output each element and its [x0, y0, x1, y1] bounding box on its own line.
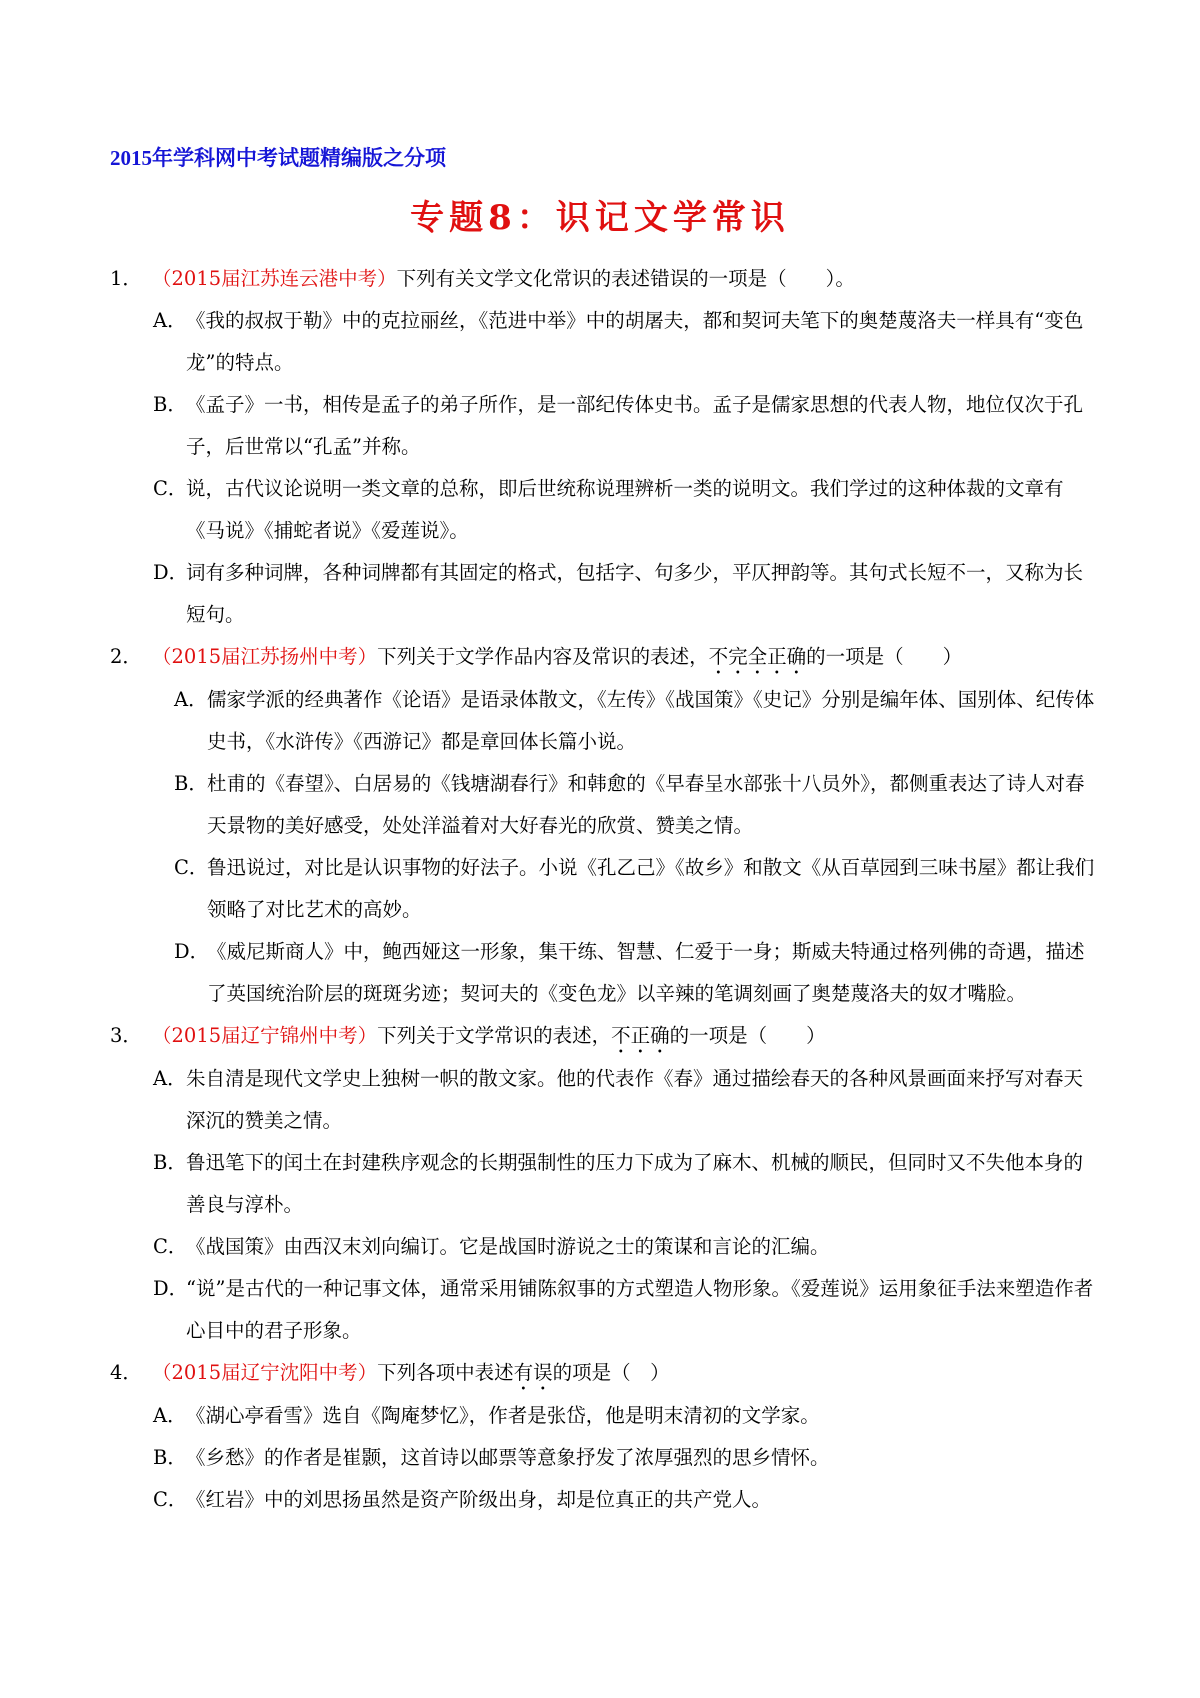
option-label: A． [153, 1067, 187, 1090]
option-c [0, 1479, 1200, 1521]
question-list [0, 258, 1200, 1521]
question-source: （2015届江苏连云港中考） [152, 267, 397, 290]
question-source: （2015届辽宁沈阳中考） [152, 1361, 378, 1384]
option-c [0, 847, 1200, 931]
option-a [0, 1058, 1200, 1142]
question-stem-end: 的项是（ ） [552, 1361, 670, 1384]
document-header: 2015年学科网中考试题精编版之分项 [110, 146, 446, 170]
option-label: C． [174, 856, 209, 879]
question-stem-end: 的一项是（ ） [669, 1024, 826, 1047]
emphasized-text: 不正确 [611, 1024, 670, 1047]
option-text: 《湖心亭看雪》选自《陶庵梦忆》，作者是张岱，他是明末清初的文学家。 [186, 1404, 820, 1427]
option-label: A． [153, 309, 187, 332]
option-text: 《红岩》中的刘思扬虽然是资产阶级出身，却是位真正的共产党人。 [186, 1488, 772, 1511]
question-number: 2． [110, 645, 142, 668]
option-label: D． [153, 561, 189, 584]
option-text: 朱自清是现代文学史上独树一帜的散文家。他的代表作《春》通过描绘春天的各种风景画面来抒写对春天深沉的赞美之情。 [186, 1067, 1084, 1132]
question-source: （2015届江苏扬州中考） [152, 645, 378, 668]
question-stem-end: 的一项是（ ） [806, 645, 963, 668]
question-stem: 下列各项中表述 [377, 1361, 514, 1384]
question-stem: 下列关于文学常识的表述， [377, 1024, 612, 1047]
option-b [0, 763, 1200, 847]
option-label: C． [153, 477, 188, 500]
option-c [0, 468, 1200, 552]
question-number: 4． [110, 1361, 142, 1384]
option-text: 词有多种词牌，各种词牌都有其固定的格式，包括字、句多少，平仄押韵等。其句式长短不一，又称为长短句。 [186, 561, 1084, 626]
option-text: 杜甫的《春望》、白居易的《钱塘湖春行》和韩愈的《早春呈水部张十八员外》，都侧重表达了诗人对春天景物的美好感受，处处洋溢着对大好春光的欣赏、赞美之情。 [207, 772, 1085, 837]
option-label: A． [174, 688, 208, 711]
question-4 [0, 1352, 1200, 1395]
page-title: 专题8：识记文学常识 [410, 198, 790, 238]
question-stem: 下列关于文学作品内容及常识的表述， [377, 645, 709, 668]
question-2 [0, 636, 1200, 679]
option-text: 鲁迅说过，对比是认识事物的好法子。小说《孔乙己》《故乡》和散文《从百草园到三味书屋》都让我们领略了对比艺术的高妙。 [207, 856, 1095, 921]
emphasized-text: 有误 [513, 1361, 553, 1384]
option-text: 说，古代议论说明一类文章的总称，即后世统称说理辨析一类的说明文。我们学过的这种体裁的文章有《马说》《捕蛇者说》《爱莲说》。 [186, 477, 1064, 542]
option-label: D． [174, 940, 210, 963]
question-3 [0, 1015, 1200, 1058]
option-text: 儒家学派的经典著作《论语》是语录体散文，《左传》《战国策》《史记》分别是编年体、国别体、纪传体史书，《水浒传》《西游记》都是章回体长篇小说。 [207, 688, 1095, 753]
option-d [0, 1268, 1200, 1352]
option-text: 《战国策》由西汉末刘向编订。它是战国时游说之士的策谋和言论的汇编。 [186, 1235, 830, 1258]
question-number: 1． [110, 267, 142, 290]
option-a [0, 679, 1200, 763]
emphasized-text: 不完全正确 [708, 645, 807, 668]
option-label: C． [153, 1488, 188, 1511]
option-text: 《我的叔叔于勒》中的克拉丽丝，《范进中举》中的胡屠夫，都和契诃夫笔下的奥楚蔑洛夫一样具有“变色龙”的特点。 [186, 309, 1084, 374]
option-b [0, 1142, 1200, 1226]
option-label: B． [153, 1446, 187, 1469]
option-b [0, 384, 1200, 468]
option-c [0, 1226, 1200, 1268]
option-label: B． [153, 393, 187, 416]
option-d [0, 552, 1200, 636]
option-label: D． [153, 1277, 189, 1300]
question-number: 3． [110, 1024, 142, 1047]
question-source: （2015届辽宁锦州中考） [152, 1024, 378, 1047]
option-text: 鲁迅笔下的闰土在封建秩序观念的长期强制性的压力下成为了麻木、机械的顺民，但同时又不失他本身的善良与淳朴。 [186, 1151, 1084, 1216]
option-text: 《威尼斯商人》中，鲍西娅这一形象，集干练、智慧、仁爱于一身；斯威夫特通过格列佛的奇遇，描述了英国统治阶层的斑斑劣迹；契诃夫的《变色龙》以辛辣的笔调刻画了奥楚蔑洛夫的奴才嘴脸。 [207, 940, 1085, 1005]
option-text: 《孟子》一书，相传是孟子的弟子所作，是一部纪传体史书。孟子是儒家思想的代表人物，地位仅次于孔子，后世常以“孔孟”并称。 [186, 393, 1084, 458]
option-a [0, 300, 1200, 384]
question-1 [0, 258, 1200, 300]
option-label: B． [153, 1151, 187, 1174]
question-stem: 下列有关文学文化常识的表述错误的一项是（ ）。 [396, 267, 855, 290]
option-label: A． [153, 1404, 187, 1427]
option-label: C． [153, 1235, 188, 1258]
option-d [0, 931, 1200, 1015]
option-label: B． [174, 772, 208, 795]
option-b [0, 1437, 1200, 1479]
option-text: “说”是古代的一种记事文体，通常采用铺陈叙事的方式塑造人物形象。《爱莲说》运用象征手法来塑造作者心目中的君子形象。 [186, 1277, 1094, 1342]
option-text: 《乡愁》的作者是崔颢，这首诗以邮票等意象抒发了浓厚强烈的思乡情怀。 [186, 1446, 830, 1469]
option-a [0, 1395, 1200, 1437]
